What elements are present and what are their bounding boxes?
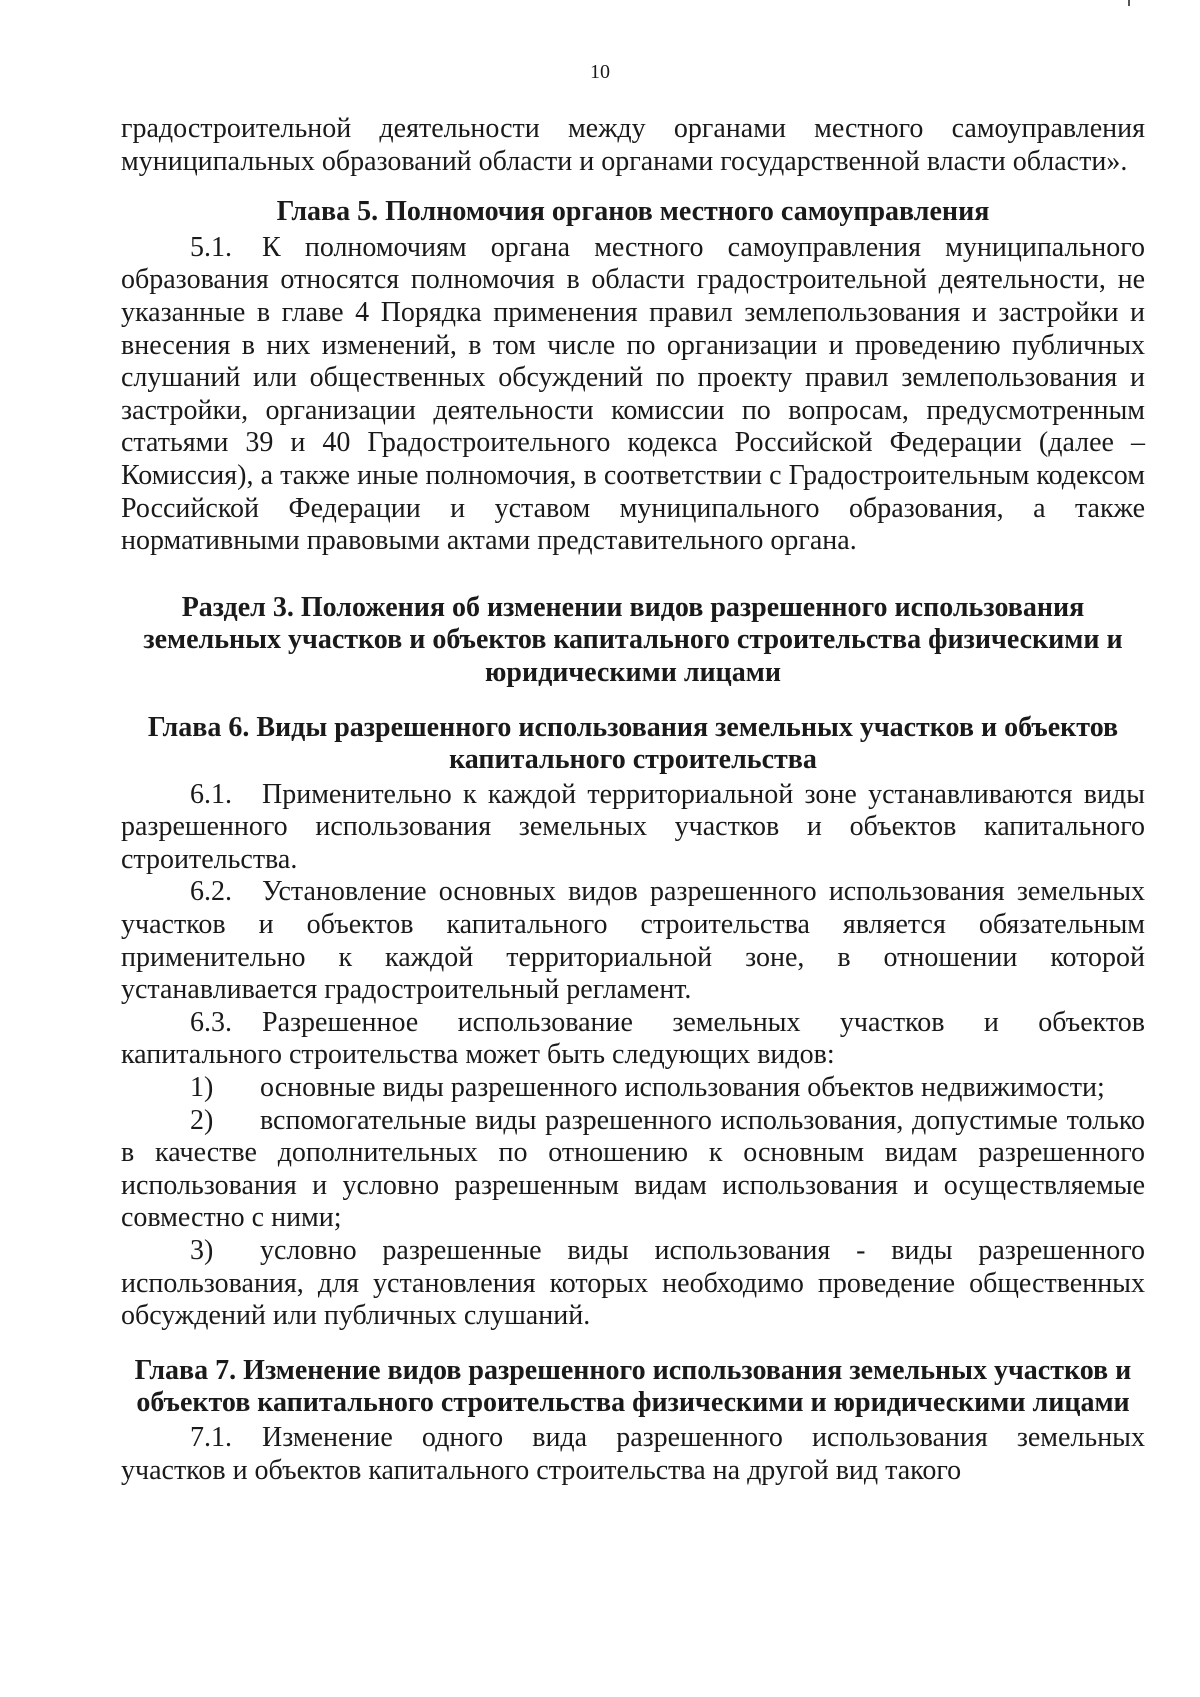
chapter-6-heading: Глава 6. Виды разрешенного использования земельных участков и объектов капитального строительства [147,711,1119,776]
chapter-7-heading [121,1355,1145,1420]
chapter-7-heading-line-1: Глава 7. Изменение видов разрешенного использования земельных участков и [134,1354,1132,1386]
paragraph-text: К полномочиям органа местного самоуправления муниципального образования относятся полномочия в области градостроительной деятельности, не указанные в главе 4 Порядка применения правил землепользования и застройки и внесения в них изменений, в том числе по организации и проведению публичных слушаний или общественных обсуждений по проекту правил землепользования и застройки, организации деятельности комиссии по вопросам, предусмотренным статьями 39 и 40 Градостроительного кодекса Российской Федерации (далее – Комиссия), а также иные полномочия, в соответствии с Градостроительным кодексом Российской Федерации и уставом муниципального образования, а также нормативными правовыми актами представительного органа. [121,231,1145,557]
paragraph-6-2 [121,876,1145,1006]
page-corner-mark [1128,0,1130,6]
chapter-5-heading: Глава 5. Полномочия органов местного самоуправления [276,196,990,228]
document-body [121,113,1145,1487]
paragraph-number: 6.2. [190,876,232,908]
paragraph-number: 7.1. [190,1421,232,1453]
paragraph-5-1 [121,232,1145,558]
paragraph-number: 5.1. [190,231,232,263]
paragraph-text: Разрешенное использование земельных участков и объектов капитального строительства может быть следующих видов: [121,1006,1145,1071]
paragraph-7-1 [121,1422,1145,1487]
paragraph-6-3 [121,1007,1145,1072]
page-number: 10 [590,61,610,83]
paragraph-text: Установление основных видов разрешенного использования земельных участков и объектов капитального строительства является обязательным применительно к каждой территориальной зоне, в отношении которой устанавливается градостроительный регламент. [121,876,1145,1006]
list-item-text: основные виды разрешенного использования объектов недвижимости; [260,1072,1105,1104]
intro-paragraph: градостроительной деятельности между органами местного самоуправления муниципальных образований области и органами государственной власти области». [121,113,1145,177]
section-3-heading: Раздел 3. Положения об изменении видов разрешенного использования земельных участков и объектов капитального строительства физическими и юридическими лицами [143,591,1123,688]
list-item-number: 1) [190,1072,214,1104]
list-item-number: 2) [190,1104,214,1136]
list-item-number: 3) [190,1235,214,1266]
list-item-text: вспомогательные виды разрешенного использования, допустимые только в качестве дополнительных по отношению к основным видам разрешенного использования и условно разрешенным видам использования и осуществляемые совместно с ними; [121,1104,1145,1234]
list-item-text: условно разрешенные виды использования - виды разрешенного использования, для установления которых необходимо проведение общественных обсуждений или публичных слушаний. [121,1235,1145,1332]
chapter-7-heading-line-2: объектов капитального строительства физическими и юридическими лицами [136,1387,1130,1419]
paragraph-text: Применительно к каждой территориальной зоне устанавливаются виды разрешенного использования земельных участков и объектов капитального строительства. [121,778,1145,875]
list-item-1 [121,1072,1145,1105]
list-item-2 [121,1105,1145,1235]
paragraph-number: 6.3. [190,1006,232,1038]
paragraph-number: 6.1. [190,778,232,810]
list-item-3 [121,1235,1145,1333]
paragraph-text: Изменение одного вида разрешенного использования земельных участков и объектов капитального строительства на другой вид такого [121,1421,1145,1486]
paragraph-6-1 [121,779,1145,877]
